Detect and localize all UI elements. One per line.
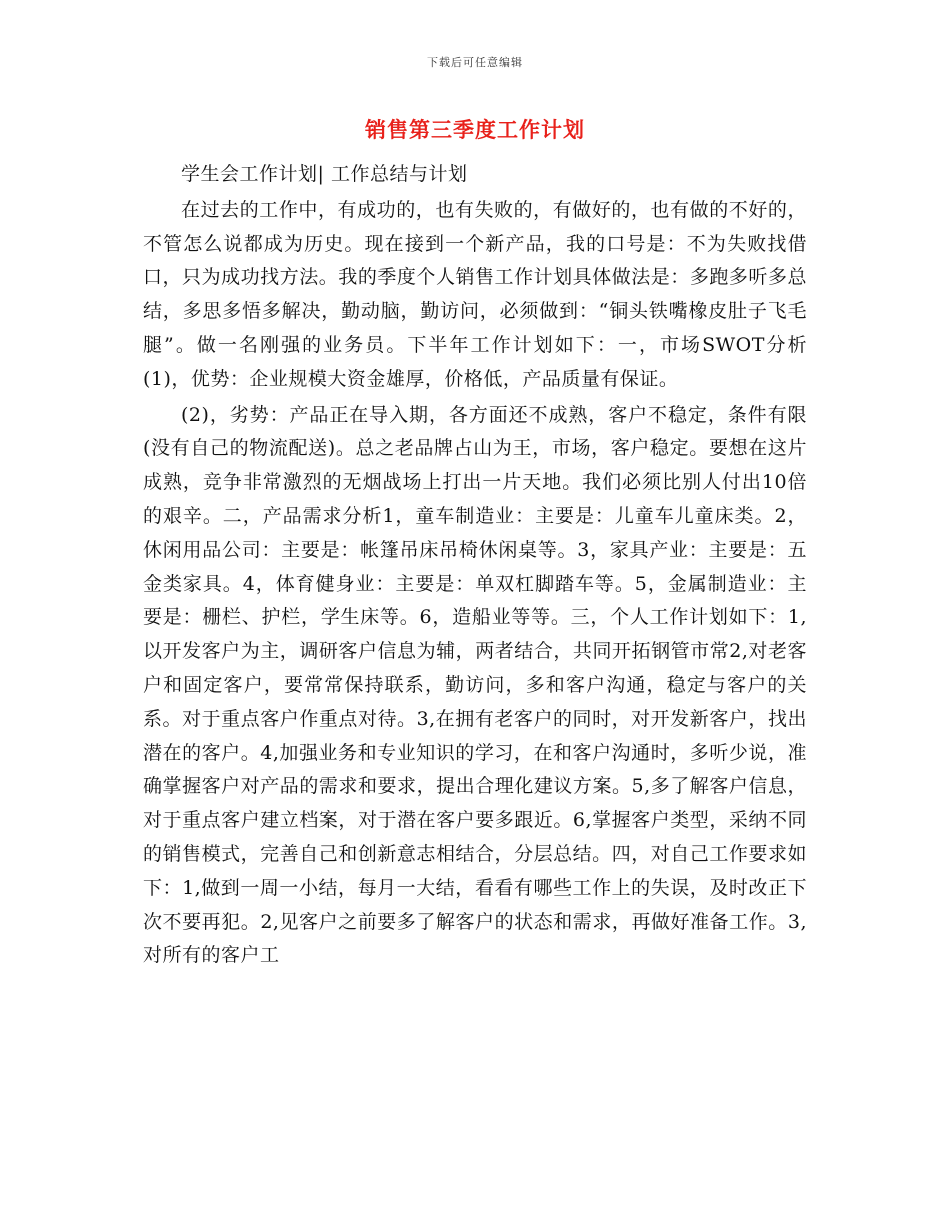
paragraph-intro: 在过去的工作中，有成功的，也有失败的，有做好的，也有做的不好的，不管怎么说都成为历史。现在接到一个新产品，我的口号是：不为失败找借口，只为成功找方法。我的季度个人销售工作计划具体做法是：多跑多听多总结，多思多悟多解决，勤动脑，勤访问，必须做到：“铜头铁嘴橡皮肚子飞毛腿”。做一名刚强的业务员。下半年工作计划如下：一，市场SWOT分析(1)，优势：企业规模大资金雄厚，价格低，产品质量有保证。	[143, 198, 807, 390]
paragraph-plan: (2)，劣势：产品正在导入期，各方面还不成熟，客户不稳定，条件有限(没有自己的物流配送)。总之老品牌占山为王，市场，客户稳定。要想在这片成熟，竞争非常激烈的无烟战场上打出一片天地。我们必须比别人付出10倍的艰辛。二，产品需求分析1，童车制造业：主要是：儿童车儿童床类。2，休闲用品公司：主要是：帐篷吊床吊椅休闲桌等。3，家具产业：主要是：五金类家具。4，体育健身业：主要是：单双杠脚踏车等。5，金属制造业：主要是：栅栏、护栏，学生床等。6，造船业等等。三，个人工作计划如下：1,以开发客户为主，调研客户信息为辅，两者结合，共同开拓钢管市常2,对老客户和固定客户，要常常保持联系，勤访问，多和客户沟通，稳定与客户的关系。对于重点客户作重点对待。3,在拥有老客户的同时，对开发新客户，找出潜在的客户。4,加强业务和专业知识的学习，在和客户沟通时，多听少说，准确掌握客户对产品的需求和要求，提出合理化建议方案。5,多了解客户信息，对于重点客户建立档案，对于潜在客户要多跟近。6,掌握客户类型，采纳不同的销售模式，完善自己和创新意志相结合，分层总结。四，对自己工作要求如下：1,做到一周一小结，每月一大结，看看有哪些工作上的失误，及时改正下次不要再犯。2,见客户之前要多了解客户的状态和需求，再做好准备工作。3,对所有的客户工	[143, 403, 807, 967]
paragraph-subtitle: 学生会工作计划| 工作总结与计划	[181, 163, 468, 185]
document-title: 销售第三季度工作计划	[365, 118, 585, 142]
document-body	[143, 158, 807, 973]
header-note: 下载后可任意编辑	[427, 56, 523, 69]
